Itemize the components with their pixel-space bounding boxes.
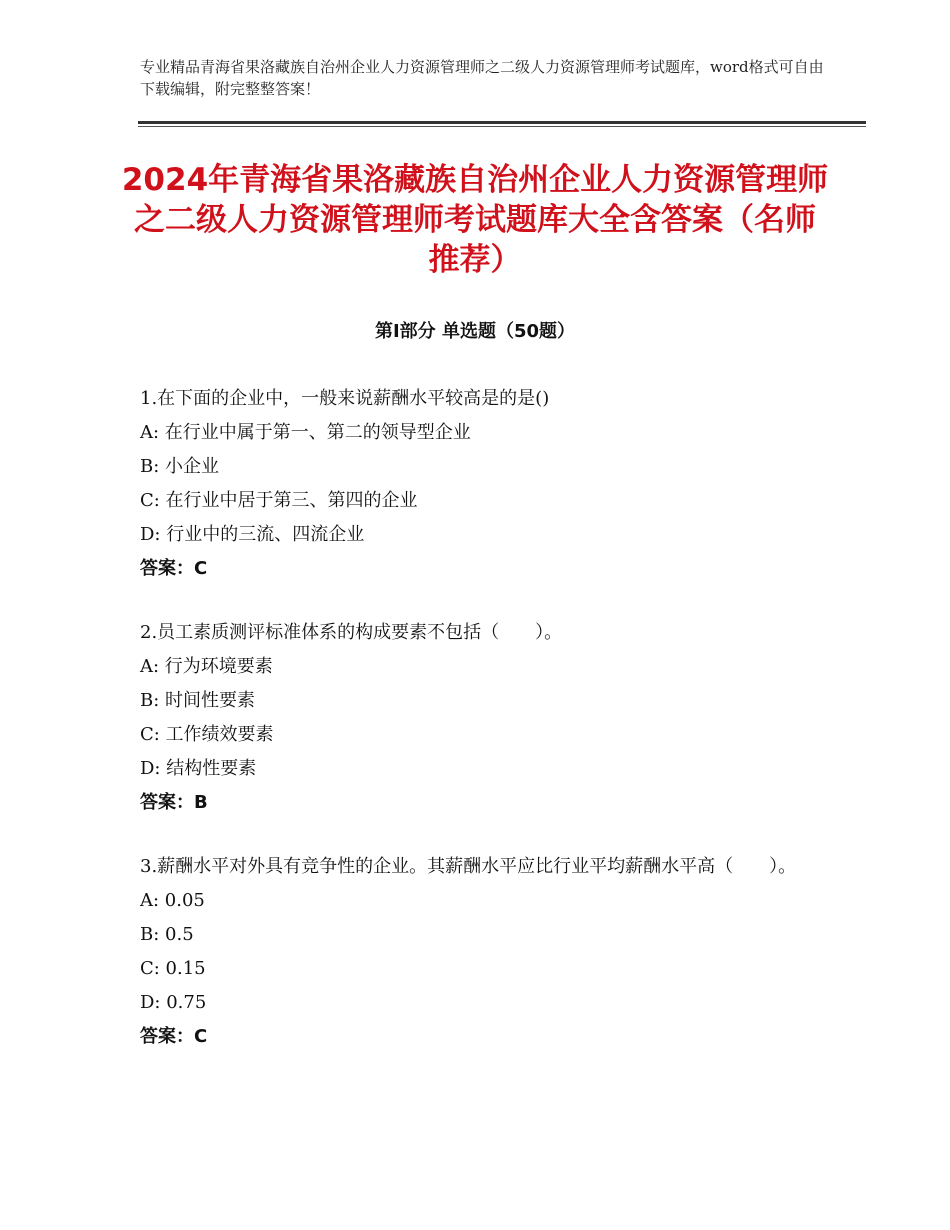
option-d: D: 结构性要素 — [140, 758, 257, 779]
option-d: D: 0.75 — [140, 992, 207, 1013]
option-c: C: 0.15 — [140, 958, 206, 979]
section-title: 第Ⅰ部分 单选题（50题） — [374, 321, 575, 342]
question-3 — [140, 850, 840, 1054]
option-b: B: 小企业 — [140, 456, 220, 477]
option-b: B: 0.5 — [140, 924, 194, 945]
header-rule-thin — [138, 126, 866, 127]
answer: 答案：C — [140, 558, 208, 579]
question-stem: 3.薪酬水平对外具有竞争性的企业。其薪酬水平应比行业平均薪酬水平高（ ）。 — [140, 856, 797, 877]
question-stem: 1.在下面的企业中，一般来说薪酬水平较高是的是() — [140, 388, 550, 409]
header-rule-thick — [138, 121, 866, 124]
option-a: A: 在行业中属于第一、第二的领导型企业 — [140, 422, 471, 443]
question-stem: 2.员工素质测评标准体系的构成要素不包括（ ）。 — [140, 622, 563, 643]
option-c: C: 在行业中居于第三、第四的企业 — [140, 490, 418, 511]
option-c: C: 工作绩效要素 — [140, 724, 274, 745]
question-list — [140, 382, 840, 1084]
header-note: 专业精品青海省果洛藏族自治州企业人力资源管理师之二级人力资源管理师考试题库，word格式可自由下载编辑，附完整整答案！ — [140, 58, 824, 98]
option-d: D: 行业中的三流、四流企业 — [140, 524, 365, 545]
document-title: 2024年青海省果洛藏族自治州企业人力资源管理师之二级人力资源管理师考试题库大全含答案（名师推荐） — [121, 162, 829, 278]
option-b: B: 时间性要素 — [140, 690, 256, 711]
answer: 答案：C — [140, 1026, 208, 1047]
answer: 答案：B — [140, 792, 208, 813]
question-2 — [140, 616, 840, 820]
option-a: A: 0.05 — [140, 890, 205, 911]
option-a: A: 行为环境要素 — [140, 656, 273, 677]
question-1 — [140, 382, 840, 586]
